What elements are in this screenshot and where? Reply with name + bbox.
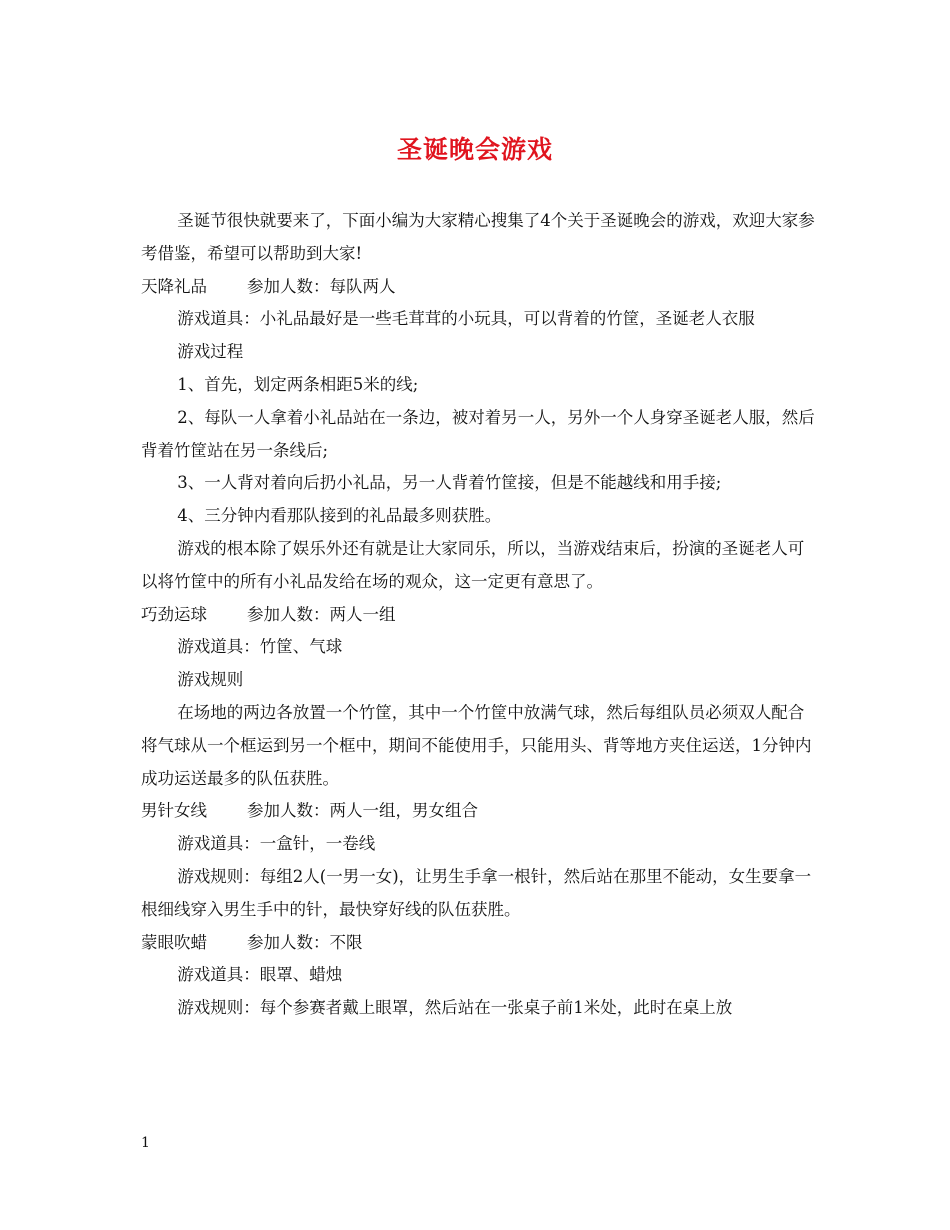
- game-heading: [141, 271, 816, 304]
- body-paragraph: 3、一人背对着向后扔小礼品，另一人背着竹筐接，但是不能越线和用手接;: [177, 473, 722, 493]
- body-paragraph: 游戏道具：一盒针，一卷线: [177, 834, 376, 854]
- body-paragraph: 游戏规则：每组2人(一男一女)，让男生手拿一根针，然后站在那里不能动，女生要拿一根细线穿入男生手中的针，最快穿好线的队伍获胜。: [141, 866, 812, 919]
- body-paragraph: 游戏道具：眼罩、蜡烛: [177, 965, 343, 985]
- game-name: 蒙眼吹蜡: [141, 932, 207, 952]
- participant-info: 参加人数：每队两人: [247, 276, 396, 296]
- body-paragraph: 圣诞节很快就要来了，下面小编为大家精心搜集了4个关于圣诞晚会的游戏，欢迎大家参考借鉴，希望可以帮助到大家!: [141, 211, 815, 263]
- game-name: 天降礼品: [141, 276, 207, 296]
- participant-info: 参加人数：不限: [247, 932, 363, 952]
- body-paragraph: 游戏道具：小礼品最好是一些毛茸茸的小玩具，可以背着的竹筐，圣诞老人衣服: [177, 309, 755, 329]
- body-paragraph: 2、每队一人拿着小礼品站在一条边，被对着另一人，另外一个人身穿圣诞老人服，然后背着竹筐站在另一条线后;: [141, 407, 815, 460]
- game-heading: [141, 599, 816, 632]
- body-paragraph: 游戏过程: [177, 342, 244, 362]
- body-paragraph: 4、三分钟内看那队接到的礼品最多则获胜。: [177, 506, 502, 526]
- game-name: 巧劲运球: [141, 604, 207, 624]
- participant-info: 参加人数：两人一组，男女组合: [247, 801, 478, 821]
- body-paragraph: 游戏的根本除了娱乐外还有就是让大家同乐，所以，当游戏结束后，扮演的圣诞老人可以将竹筐中的所有小礼品发给在场的观众，这一定更有意思了。: [141, 538, 805, 591]
- body-paragraph: 游戏规则: [177, 670, 244, 690]
- participant-info: 参加人数：两人一组: [247, 604, 396, 624]
- page-number: 1: [141, 1135, 150, 1151]
- body-paragraph: 游戏道具：竹筐、气球: [177, 637, 343, 657]
- body-paragraph: 在场地的两边各放置一个竹筐，其中一个竹筐中放满气球，然后每组队员必须双人配合将气球从一个框运到另一个框中，期间不能使用手，只能用头、背等地方夹住运送，1分钟内成功运送最多的队伍获胜。: [141, 702, 812, 788]
- document-title: 圣诞晚会游戏: [396, 135, 553, 164]
- game-name: 男针女线: [141, 801, 207, 821]
- body-paragraph: 游戏规则：每个参赛者戴上眼罩，然后站在一张桌子前1米处，此时在桌上放: [177, 998, 733, 1018]
- document-body: [141, 205, 816, 1025]
- body-paragraph: 1、首先，划定两条相距5米的线;: [177, 374, 419, 394]
- game-heading: [141, 927, 816, 960]
- game-heading: [141, 795, 816, 828]
